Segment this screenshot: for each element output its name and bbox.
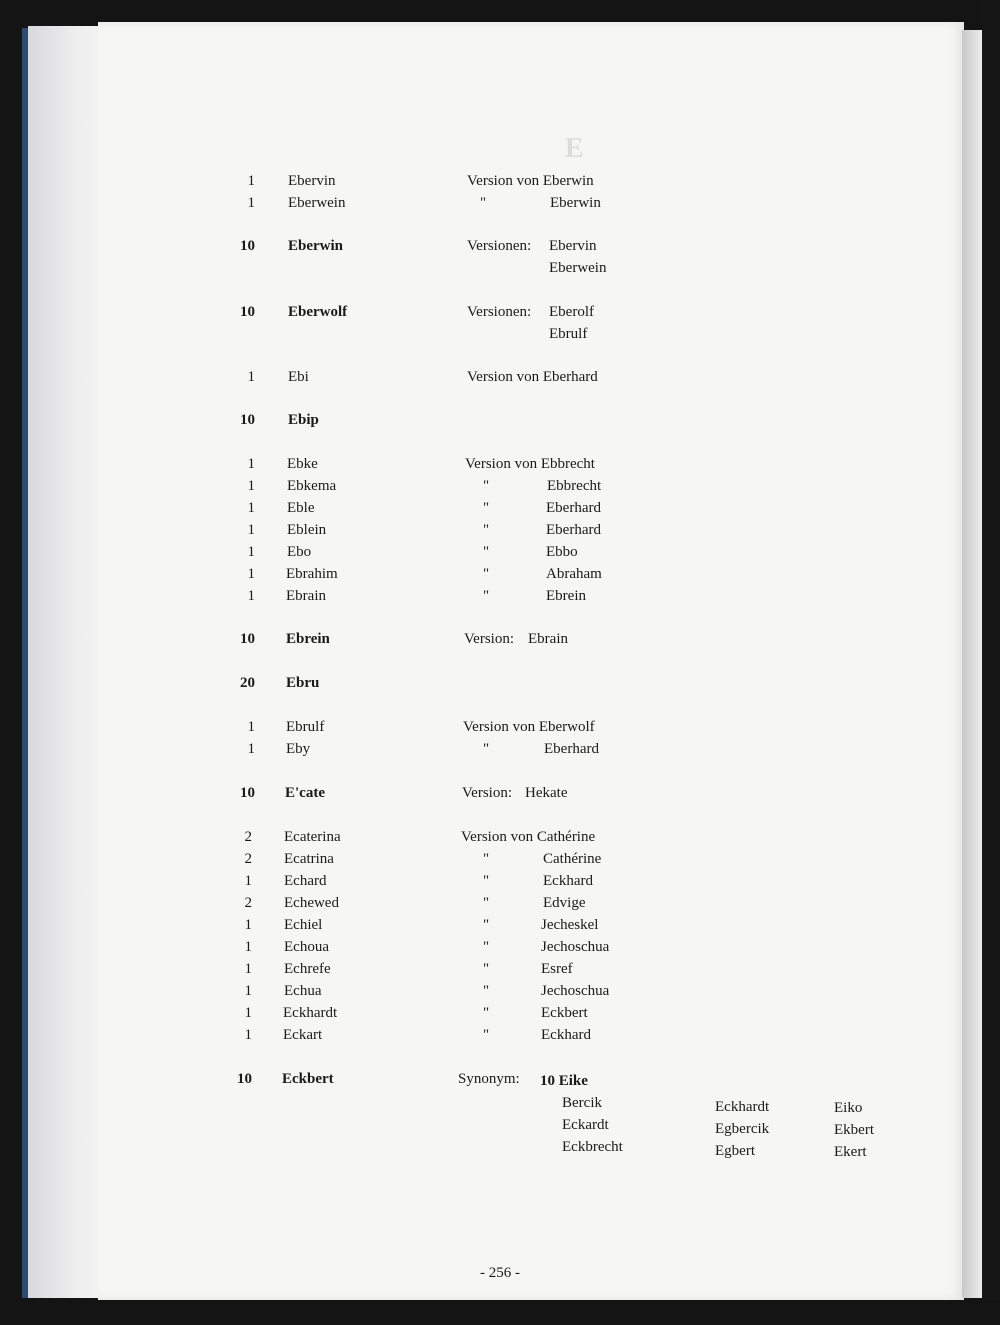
entry-count: 1 xyxy=(247,741,255,757)
entry-description: " xyxy=(483,1027,490,1043)
entry-name: Eckhardt xyxy=(283,1005,338,1021)
synonym-name: Ekert xyxy=(834,1144,867,1160)
entry-reference: Ebervin xyxy=(549,238,597,254)
table-row xyxy=(0,410,1000,430)
entry-description: Version: xyxy=(464,631,514,647)
entry-reference: Eckhard xyxy=(541,1027,591,1043)
entry-name: Ebke xyxy=(287,456,318,472)
table-row xyxy=(0,542,1000,562)
entry-name: Eberwolf xyxy=(288,304,348,320)
entry-count: 1 xyxy=(247,544,255,560)
entry-count: 1 xyxy=(244,961,252,977)
table-row xyxy=(0,717,1000,737)
table-row xyxy=(0,454,1000,474)
table-row xyxy=(0,959,1000,979)
entry-reference: Eberolf xyxy=(549,304,594,320)
entry-name: Ebkema xyxy=(287,478,337,494)
entry-reference: Cathérine xyxy=(543,851,602,867)
entry-count: 1 xyxy=(247,369,255,385)
synonym-col3-r1 xyxy=(0,1120,1000,1140)
entry-count: 1 xyxy=(247,478,255,494)
entry-name: Ebrahim xyxy=(286,566,338,582)
entry-description: " xyxy=(483,544,490,560)
entry-name: Echrefe xyxy=(284,961,331,977)
table-row xyxy=(0,739,1000,759)
entry-reference: Ebrein xyxy=(546,588,586,604)
entry-name: Ebrulf xyxy=(286,719,325,735)
entry-count: 2 xyxy=(244,851,252,867)
entry-name: Ebru xyxy=(286,675,320,691)
scan-border-bottom xyxy=(0,1300,1000,1325)
entry-name: Eckart xyxy=(283,1027,323,1043)
entry-description: " xyxy=(483,1005,490,1021)
entry-name: Echua xyxy=(284,983,322,999)
entry-reference: Jechoschua xyxy=(541,983,610,999)
synonym-name: Eckhardt xyxy=(715,1099,770,1115)
table-row xyxy=(0,498,1000,518)
table-row xyxy=(0,171,1000,191)
entry-count: 1 xyxy=(244,1027,252,1043)
synonym-col3-r2 xyxy=(0,1142,1000,1162)
entry-name: Echard xyxy=(284,873,327,889)
synonym-name: Eckardt xyxy=(562,1117,609,1133)
entry-count: 1 xyxy=(244,873,252,889)
entry-reference: Hekate xyxy=(525,785,568,801)
synonym-col3-r0 xyxy=(0,1098,1000,1118)
entry-count: 1 xyxy=(244,939,252,955)
entry-reference: Ebbo xyxy=(546,544,578,560)
entry-name: Ecaterina xyxy=(284,829,341,845)
entry-reference: Edvige xyxy=(543,895,586,911)
bleed-through-letter: E xyxy=(565,133,584,164)
entry-count: 1 xyxy=(244,917,252,933)
entry-count: 2 xyxy=(244,895,252,911)
synonym-name: Eiko xyxy=(834,1100,863,1116)
entry-name: Ebo xyxy=(287,544,312,560)
synonym-name: Bercik xyxy=(562,1095,602,1111)
synonym-col1-r0 xyxy=(0,1071,1000,1091)
synonym-label: Synonym: xyxy=(458,1071,520,1087)
entry-reference: Ebbrecht xyxy=(547,478,602,494)
entry-name: Eble xyxy=(287,500,315,516)
entry-reference: Ebrulf xyxy=(549,326,588,342)
entry-description: " xyxy=(483,500,490,516)
table-row xyxy=(0,193,1000,213)
table-row xyxy=(0,1003,1000,1023)
entry-description: " xyxy=(483,873,490,889)
entry-name: Ecatrina xyxy=(284,851,334,867)
entry-description: " xyxy=(483,917,490,933)
entry-name: Echiel xyxy=(284,917,323,933)
entry-count: 1 xyxy=(247,719,255,735)
table-row xyxy=(0,476,1000,496)
entry-description: Version von Eberhard xyxy=(467,369,598,385)
entry-description: Version von Eberwin xyxy=(467,173,594,189)
entry-count: 10 xyxy=(240,304,255,320)
table-row xyxy=(0,673,1000,693)
entry-description: Version: xyxy=(462,785,512,801)
table-row xyxy=(0,915,1000,935)
table-row xyxy=(0,586,1000,606)
table-row xyxy=(0,981,1000,1001)
entry-description: " xyxy=(483,478,490,494)
entry-reference: Eberwein xyxy=(549,260,607,276)
entry-count: 20 xyxy=(240,675,255,691)
synonym-name: Egbert xyxy=(715,1143,755,1159)
entry-description: " xyxy=(483,741,490,757)
entry-description: " xyxy=(483,939,490,955)
synonym-name: Eckbrecht xyxy=(562,1139,623,1155)
entry-name: Echewed xyxy=(284,895,339,911)
entry-name: E'cate xyxy=(285,785,325,801)
entry-name: Eby xyxy=(286,741,311,757)
table-row xyxy=(0,520,1000,540)
synonym-name: Egbercik xyxy=(715,1121,770,1137)
entry-count: 1 xyxy=(247,173,255,189)
entry-count: 1 xyxy=(247,456,255,472)
entry-description: " xyxy=(483,522,490,538)
entry-description: " xyxy=(483,983,490,999)
page-number: - 256 - xyxy=(480,1265,520,1281)
entry-reference: Esref xyxy=(541,961,573,977)
table-row xyxy=(0,783,1000,803)
entry-count: 1 xyxy=(247,522,255,538)
table-row xyxy=(0,258,1000,278)
entry-description: Versionen: xyxy=(467,238,532,254)
entry-description: Version von Eberwolf xyxy=(463,719,595,735)
entry-count: 10 xyxy=(240,238,255,254)
entry-count: 1 xyxy=(244,983,252,999)
table-row xyxy=(0,629,1000,649)
entry-count: 10 xyxy=(240,631,255,647)
table-row xyxy=(0,564,1000,584)
entry-count: 1 xyxy=(247,566,255,582)
entry-count: 10 xyxy=(240,412,255,428)
entry-reference: Eckbert xyxy=(541,1005,588,1021)
entry-count: 10 xyxy=(240,785,255,801)
entry-name: Ebrein xyxy=(286,631,330,647)
entry-count: 1 xyxy=(247,500,255,516)
table-row xyxy=(0,324,1000,344)
table-row xyxy=(0,871,1000,891)
entry-name: Echoua xyxy=(284,939,329,955)
entry-description: Version von Cathérine xyxy=(461,829,596,845)
table-row xyxy=(0,367,1000,387)
entry-reference: Eberhard xyxy=(544,741,599,757)
table-row xyxy=(0,302,1000,322)
table-row xyxy=(0,849,1000,869)
entry-reference: Abraham xyxy=(546,566,602,582)
entry-reference: Jecheskel xyxy=(541,917,599,933)
entry-description: " xyxy=(480,195,487,211)
table-row xyxy=(0,236,1000,256)
entry-name: Eblein xyxy=(287,522,327,538)
entry-count: 1 xyxy=(244,1005,252,1021)
entry-count: 1 xyxy=(247,588,255,604)
entry-count: 1 xyxy=(247,195,255,211)
entry-name: Ebi xyxy=(288,369,309,385)
entry-name: Ebervin xyxy=(288,173,336,189)
entry-name: Eckbert xyxy=(282,1071,334,1087)
entry-reference: Eberhard xyxy=(546,522,601,538)
entry-reference: Eckhard xyxy=(543,873,593,889)
entry-description: " xyxy=(483,895,490,911)
entry-name: Eberwin xyxy=(288,238,344,254)
entry-description: Version von Ebbrecht xyxy=(465,456,595,472)
table-row xyxy=(0,937,1000,957)
entry-reference: Eberhard xyxy=(546,500,601,516)
entry-name: Eberwein xyxy=(288,195,346,211)
entry-description: " xyxy=(483,961,490,977)
entry-count: 10 xyxy=(237,1071,252,1087)
table-row xyxy=(0,1025,1000,1045)
entry-count: 2 xyxy=(244,829,252,845)
synonym-name: 10 Eike xyxy=(540,1073,588,1089)
entry-reference: Eberwin xyxy=(550,195,601,211)
entry-description: " xyxy=(483,566,490,582)
table-row xyxy=(0,893,1000,913)
synonym-name: Ekbert xyxy=(834,1122,874,1138)
entry-description: " xyxy=(483,851,490,867)
entry-description: Versionen: xyxy=(467,304,532,320)
entry-reference: Jechoschua xyxy=(541,939,610,955)
entry-name: Ebrain xyxy=(286,588,326,604)
table-row xyxy=(0,827,1000,847)
entry-description: " xyxy=(483,588,490,604)
entry-reference: Ebrain xyxy=(528,631,568,647)
entry-name: Ebip xyxy=(288,412,319,428)
